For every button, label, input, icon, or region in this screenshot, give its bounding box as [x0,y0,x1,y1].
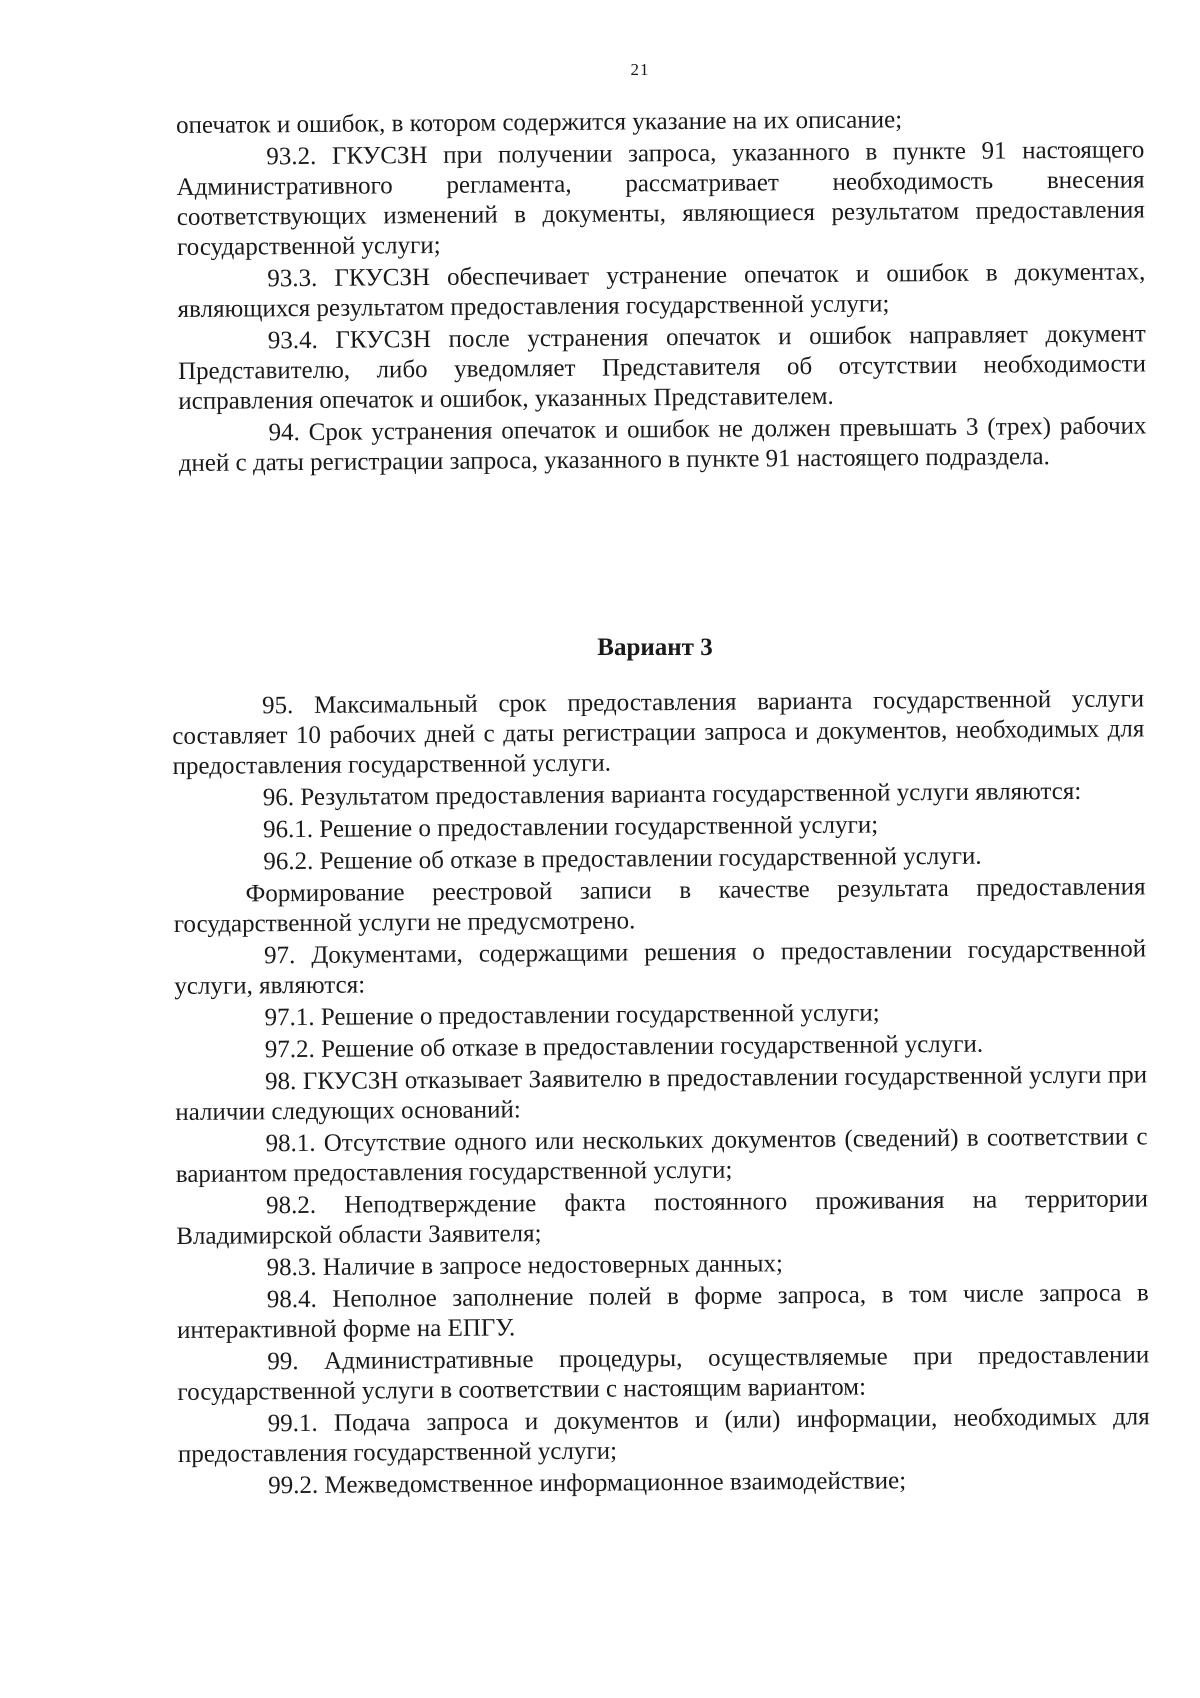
paragraph-98-1: 98.1. Отсутствие одного или нескольких документов (сведений) в соответствии с вариантом предоставления государственной услуги; [175,1123,1148,1188]
paragraph-93-4: 93.4. ГКУСЗН после устранения опечаток и ошибок направляет документ Представителю, либо уведомляет Представителя об отсутствии необходимости исправления опечаток и ошибок, указанных Представителем. [177,320,1147,415]
paragraph-98-3: 98.3. Наличие в запросе недостоверных данных; [266,1250,784,1282]
paragraph-98-4: 98.4. Неполное заполнение полей в форме запроса, в том числе запроса в интерактивной форме на ЕПГУ. [176,1279,1149,1344]
paragraph-97-1: 97.1. Решение о предоставлении государственной услуги; [264,999,880,1032]
section-heading: Вариант 3 [597,634,713,661]
paragraph-99: 99. Административные процедуры, осуществляемые при предоставлении государственной услуги в соответствии с настоящим вариантом: [177,1341,1150,1406]
paragraph-97: 97. Документами, содержащими решения о предоставлении государственной услуги, являются: [174,935,1147,1000]
paragraph-93-2: 93.2. ГКУСЗН при получении запроса, указанного в пункте 91 настоящего Административного регламента, рассматривает необходимость внесения соответствующих изменений в документы, являющиеся результатом предоставления государственной услуги; [176,136,1145,261]
paragraph-98: 98. ГКУСЗН отказывает Заявителю в предоставлении государственной услуги при наличии следующих оснований: [175,1061,1148,1126]
paragraph-registry-record: Формирование реестровой записи в качестве результата предоставления государственной услуги не предусмотрено. [173,873,1146,938]
paragraph-98-2: 98.2. Неподтверждение факта постоянного проживания на территории Владимирской области Заявителя; [176,1185,1149,1250]
paragraph-99-1: 99.1. Подача запроса и документов и (или) информации, необходимых для предоставления государственной услуги; [177,1403,1150,1468]
paragraph-99-2: 99.2. Межведомственное информационное взаимодействие; [268,1467,907,1500]
paragraph-96-2: 96.2. Решение об отказе в предоставлении государственной услуги. [263,842,982,876]
paragraph-95: 95. Максимальный срок предоставления варианта государственной услуги составляет 10 рабочих дней с даты регистрации запроса и документов, необходимых для предоставления государственной услуги. [172,685,1145,780]
bottom-text-block [172,684,1150,1504]
top-text-block [176,103,1147,481]
paragraph-97-2: 97.2. Решение об отказе в предоставлении государственной услуги. [264,1030,984,1064]
paragraph-96-1: 96.1. Решение о предоставлении государственной услуги; [262,811,879,844]
paragraph-continuation: опечаток и ошибок, в котором содержится указание на их описание; [176,106,903,139]
paragraph-94: 94. Срок устранения опечаток и ошибок не должен превышать 3 (трех) рабочих дней с даты регистрации запроса, указанного в пункте 91 настоящего подраздела. [178,412,1147,477]
page-number: 21 [630,60,650,79]
paragraph-96: 96. Результатом предоставления варианта государственной услуги являются: [262,777,1082,812]
paragraph-93-3: 93.3. ГКУСЗН обеспечивает устранение опечаток и ошибок в документах, являющихся результатом предоставления государственной услуги; [177,258,1146,323]
